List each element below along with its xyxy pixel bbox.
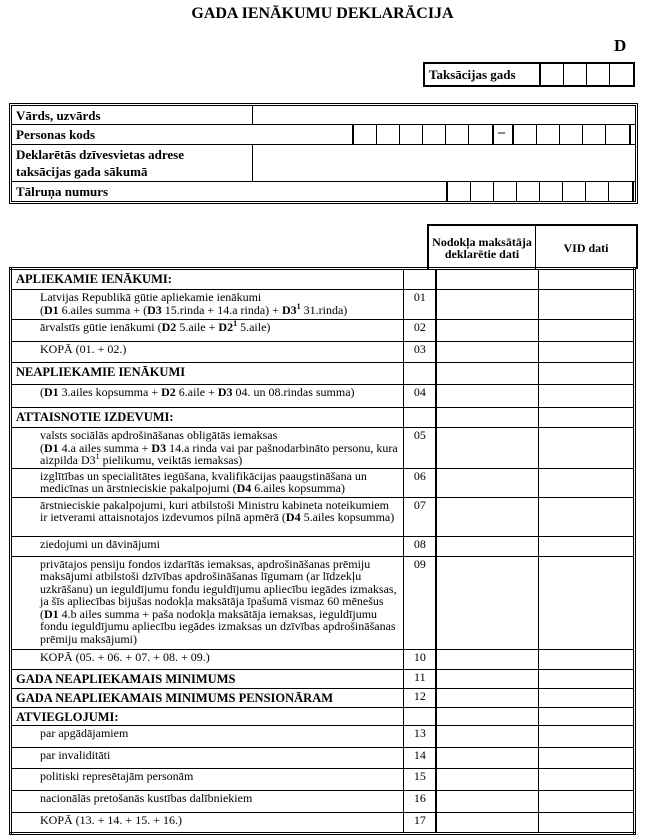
text-segment: privātajos pensiju fondos izdarītās iemaksas, apdrošināšanas prēmiju maksājumi atbilstoši dzīvības apdrošināšanas līgumam (ar līdzekļu uzkrāšanu) un ieguldījumu fondu ieguldījumu apliecību iegādes izmaksas, ja šīs apliecības bijušas nodokļa maksātāja īpašumā vismaz 60 mēnešus ( [40,556,397,621]
row-description [11,688,404,707]
row-code: 06 [404,468,437,497]
declared-value-cell[interactable] [436,320,538,342]
table-row [11,290,635,320]
digit-box[interactable] [609,182,632,201]
tax-year-digit[interactable] [587,64,610,85]
text-segment: ārstnieciskie pakalpojumi, kuri atbilstoši Ministru kabineta noteikumiem ir ietverami attaisnotajos izdevumos pilnā apmērā ( [40,497,389,524]
vid-value-cell[interactable] [538,649,634,669]
vid-value-cell[interactable] [538,342,634,363]
row-description [11,428,404,469]
row-code: 09 [404,556,437,649]
vid-value-cell[interactable] [538,290,634,320]
table-row [11,269,635,290]
row-description [11,385,404,408]
table-row [11,363,635,385]
row-description [11,725,404,747]
table-row [11,408,635,428]
digit-box[interactable] [606,125,629,144]
table-row [11,768,635,790]
digit-box[interactable] [583,125,606,144]
text-segment: par apgādājamiem [40,725,129,740]
vid-value-cell[interactable] [538,497,634,536]
text-segment: Latvijas Republikā gūtie apliekamie ienākumi ( [40,290,262,317]
text-segment: D3 [217,385,233,399]
text-segment: 1 [233,319,238,328]
row-code [404,408,437,428]
declared-value-cell[interactable] [436,428,538,469]
text-segment: 14.a rinda vai par pašnodarbināto personu, kura aizpilda D3 [40,440,398,467]
row-description [11,290,404,320]
row-description [11,468,404,497]
declared-value-cell[interactable] [436,725,538,747]
text-segment: 04. un 08.rindas summa) [232,385,355,399]
digit-box[interactable] [540,182,563,201]
text-segment: KOPĀ (05. + 06. + 07. + 08. + 09.) [40,649,210,664]
row-code: 02 [404,320,437,342]
text-segment: D2 [218,320,234,334]
text-segment: valsts sociālās apdrošināšanas obligātās iemaksas ( [40,428,278,455]
declared-value-cell[interactable] [436,812,538,833]
text-segment: APLIEKAMIE IENĀKUMI: [16,272,172,286]
tax-year-box [423,62,635,87]
vid-value-cell[interactable] [538,812,634,833]
digit-box[interactable] [537,125,560,144]
declared-value-cell[interactable] [436,342,538,363]
row-code: 11 [404,669,437,688]
digit-box[interactable] [560,125,583,144]
declared-value-cell[interactable] [436,649,538,669]
row-description [11,812,404,833]
row-code: 07 [404,497,437,536]
digit-box[interactable] [586,182,609,201]
text-segment: 4.a ailes summa + [58,440,152,455]
text-segment: 1 [296,301,301,311]
declared-value-cell[interactable] [436,497,538,536]
digit-box[interactable] [377,125,400,144]
vid-value-cell[interactable] [538,536,634,556]
table-row [11,747,635,768]
table-row [11,707,635,725]
digit-box[interactable] [517,182,540,201]
table-row [11,725,635,747]
phone-number-boxes [446,182,634,201]
row-code [404,707,437,725]
name-label: Vārds, uzvārds [12,106,253,124]
text-segment: 5.aile + [176,320,219,334]
declared-value-cell[interactable] [436,707,538,725]
table-row [11,669,635,688]
text-segment: D3 [151,440,167,455]
text-segment: 5.aile) [237,320,271,334]
text-segment: par invaliditāti [40,747,111,762]
row-description [11,408,404,428]
vid-value-cell[interactable] [538,556,634,649]
table-row [11,497,635,536]
declared-value-cell[interactable] [436,790,538,812]
declared-value-cell[interactable] [436,290,538,320]
declared-value-cell[interactable] [436,468,538,497]
text-segment: D2 [161,385,176,399]
vid-value-cell[interactable] [538,428,634,469]
row-description [11,342,404,363]
form-letter: D [614,36,627,55]
personal-info-table [9,103,638,204]
vid-value-cell[interactable] [538,768,634,790]
digit-box[interactable] [563,182,586,201]
text-segment: KOPĀ (01. + 02.) [40,342,127,356]
text-segment: ziedojumi un dāvinājumi [40,536,160,551]
text-segment: D1 [44,440,59,455]
digit-box[interactable] [514,125,537,144]
table-row [11,342,635,363]
text-segment: GADA NEAPLIEKAMAIS MINIMUMS PENSIONĀRAM [16,690,334,705]
tax-year-digit[interactable] [564,64,587,85]
row-description [11,669,404,688]
name-field[interactable] [253,106,635,124]
vid-value-cell[interactable] [538,790,634,812]
declared-value-cell[interactable] [436,669,538,688]
text-segment: pielikumu, veiktās iemaksas) [99,453,243,467]
table-row [11,812,635,833]
row-code: 04 [404,385,437,408]
text-segment: ārvalstīs gūtie ienākumi ( [40,320,162,334]
table-row [11,536,635,556]
row-code: 14 [404,747,437,768]
row-code: 10 [404,649,437,669]
vid-value-cell[interactable] [538,468,634,497]
name-row [12,106,635,125]
table-row [11,468,635,497]
declared-value-cell[interactable] [436,556,538,649]
row-code: 16 [404,790,437,812]
declared-value-cell[interactable] [436,408,538,428]
row-description [11,497,404,536]
column-header [427,224,638,269]
row-code [404,363,437,385]
table-row [11,790,635,812]
tax-year-digit[interactable] [541,64,564,85]
phone-row [12,182,635,201]
address-row [12,145,635,182]
text-segment: izglītības un specialitātes iegūšana, kvalifikācijas paaugstināšana un medicīnas un ārstnieciskie pakalpojumi ( [40,468,367,495]
text-segment: 31.rinda) [300,302,348,317]
text-segment: GADA NEAPLIEKAMAIS MINIMUMS [16,671,236,686]
declared-value-cell[interactable] [436,269,538,290]
text-segment: D2 [161,320,177,334]
text-segment: politiski represētajām personām [40,768,194,783]
table-row [11,385,635,408]
declared-value-cell[interactable] [436,385,538,408]
declared-value-cell[interactable] [436,747,538,768]
vid-value-cell[interactable] [538,669,634,688]
personal-code-row [12,125,635,145]
personal-code-label: Personas kods [16,127,96,142]
tax-year-label: Taksācijas gads [425,64,541,85]
text-segment: ( [40,385,44,399]
row-code [404,269,437,290]
row-description [11,269,404,290]
text-segment: 6.ailes summa + ( [58,302,148,317]
digit-box[interactable] [448,182,471,201]
tax-year-digit[interactable] [610,64,633,85]
text-segment: 15.rinda + 14.a rinda) + [161,302,282,317]
text-segment: D3 [281,302,297,317]
row-description [11,790,404,812]
vid-value-cell[interactable] [538,320,634,342]
text-segment: 5.ailes kopsumma) [300,510,395,524]
digit-box[interactable] [446,125,469,144]
digit-box[interactable] [469,125,492,144]
row-description [11,747,404,768]
row-code: 08 [404,536,437,556]
text-segment: 1 [95,452,100,461]
vid-value-cell[interactable] [538,385,634,408]
row-code: 01 [404,290,437,320]
vid-value-cell[interactable] [538,725,634,747]
row-description [11,363,404,385]
text-segment: D1 [44,385,59,399]
text-segment: D1 [44,606,59,621]
text-segment: D4 [285,510,301,524]
personal-code-part1 [352,125,494,144]
text-segment: nacionālās pretošanās kustības dalībniekiem [40,790,253,805]
address-label-line2: taksācijas gada sākumā [16,164,148,179]
text-segment: NEAPLIEKAMIE IENĀKUMI [16,365,186,379]
text-segment: ATVIEGLOJUMI: [16,709,119,724]
text-segment: 3.ailes kopsumma + [58,385,162,399]
digit-box[interactable] [354,125,377,144]
text-segment: D3 [147,302,162,317]
address-label-line1: Deklarētās dzīvesvietas adrese [16,147,185,162]
address-field[interactable] [253,145,635,181]
row-code: 05 [404,428,437,469]
digit-box[interactable] [400,125,423,144]
table-row [11,320,635,342]
row-code: 17 [404,812,437,833]
digit-box[interactable] [471,182,494,201]
text-segment: KOPĀ (13. + 14. + 15. + 16.) [40,812,182,827]
row-description [11,556,404,649]
declared-data-header: Nodokļa maksātāja deklarētie dati [429,226,536,269]
vid-value-cell[interactable] [538,408,634,428]
declared-value-cell[interactable] [436,768,538,790]
row-description [11,768,404,790]
digit-box[interactable] [423,125,446,144]
phone-label: Tālruņa numurs [16,184,109,199]
vid-value-cell[interactable] [538,688,634,707]
vid-value-cell[interactable] [538,363,634,385]
row-code: 03 [404,342,437,363]
personal-code-separator: – [498,125,505,140]
text-segment: 4.b ailes summa + paša nodokļa maksātāja iemaksas, ieguldījumu fondu ieguldījumu apliecību iegādes izmaksas un dzīvības apdrošināšanas prēmiju maksājumi) [40,606,396,646]
personal-code-part2 [512,125,631,144]
text-segment: 6.aile + [175,385,218,399]
vid-value-cell[interactable] [538,269,634,290]
declared-value-cell[interactable] [436,536,538,556]
vid-value-cell[interactable] [538,747,634,768]
row-code: 15 [404,768,437,790]
row-description [11,320,404,342]
table-row [11,649,635,669]
table-row [11,688,635,707]
row-code: 12 [404,688,437,707]
income-table [9,267,636,835]
digit-box[interactable] [494,182,517,201]
text-segment: D4 [236,481,252,495]
row-description [11,707,404,725]
form-title: GADA IENĀKUMU DEKLARĀCIJA [191,5,454,22]
vid-value-cell[interactable] [538,707,634,725]
declared-value-cell[interactable] [436,363,538,385]
text-segment: 6.ailes kopsumma) [251,481,345,495]
row-code: 13 [404,725,437,747]
table-row [11,428,635,469]
row-description [11,649,404,669]
table-row [11,556,635,649]
text-segment: D1 [44,302,59,317]
row-description [11,536,404,556]
address-label [12,145,253,181]
declared-value-cell[interactable] [436,688,538,707]
text-segment: ATTAISNOTIE IZDEVUMI: [16,410,174,424]
vid-data-header: VID dati [563,240,609,255]
